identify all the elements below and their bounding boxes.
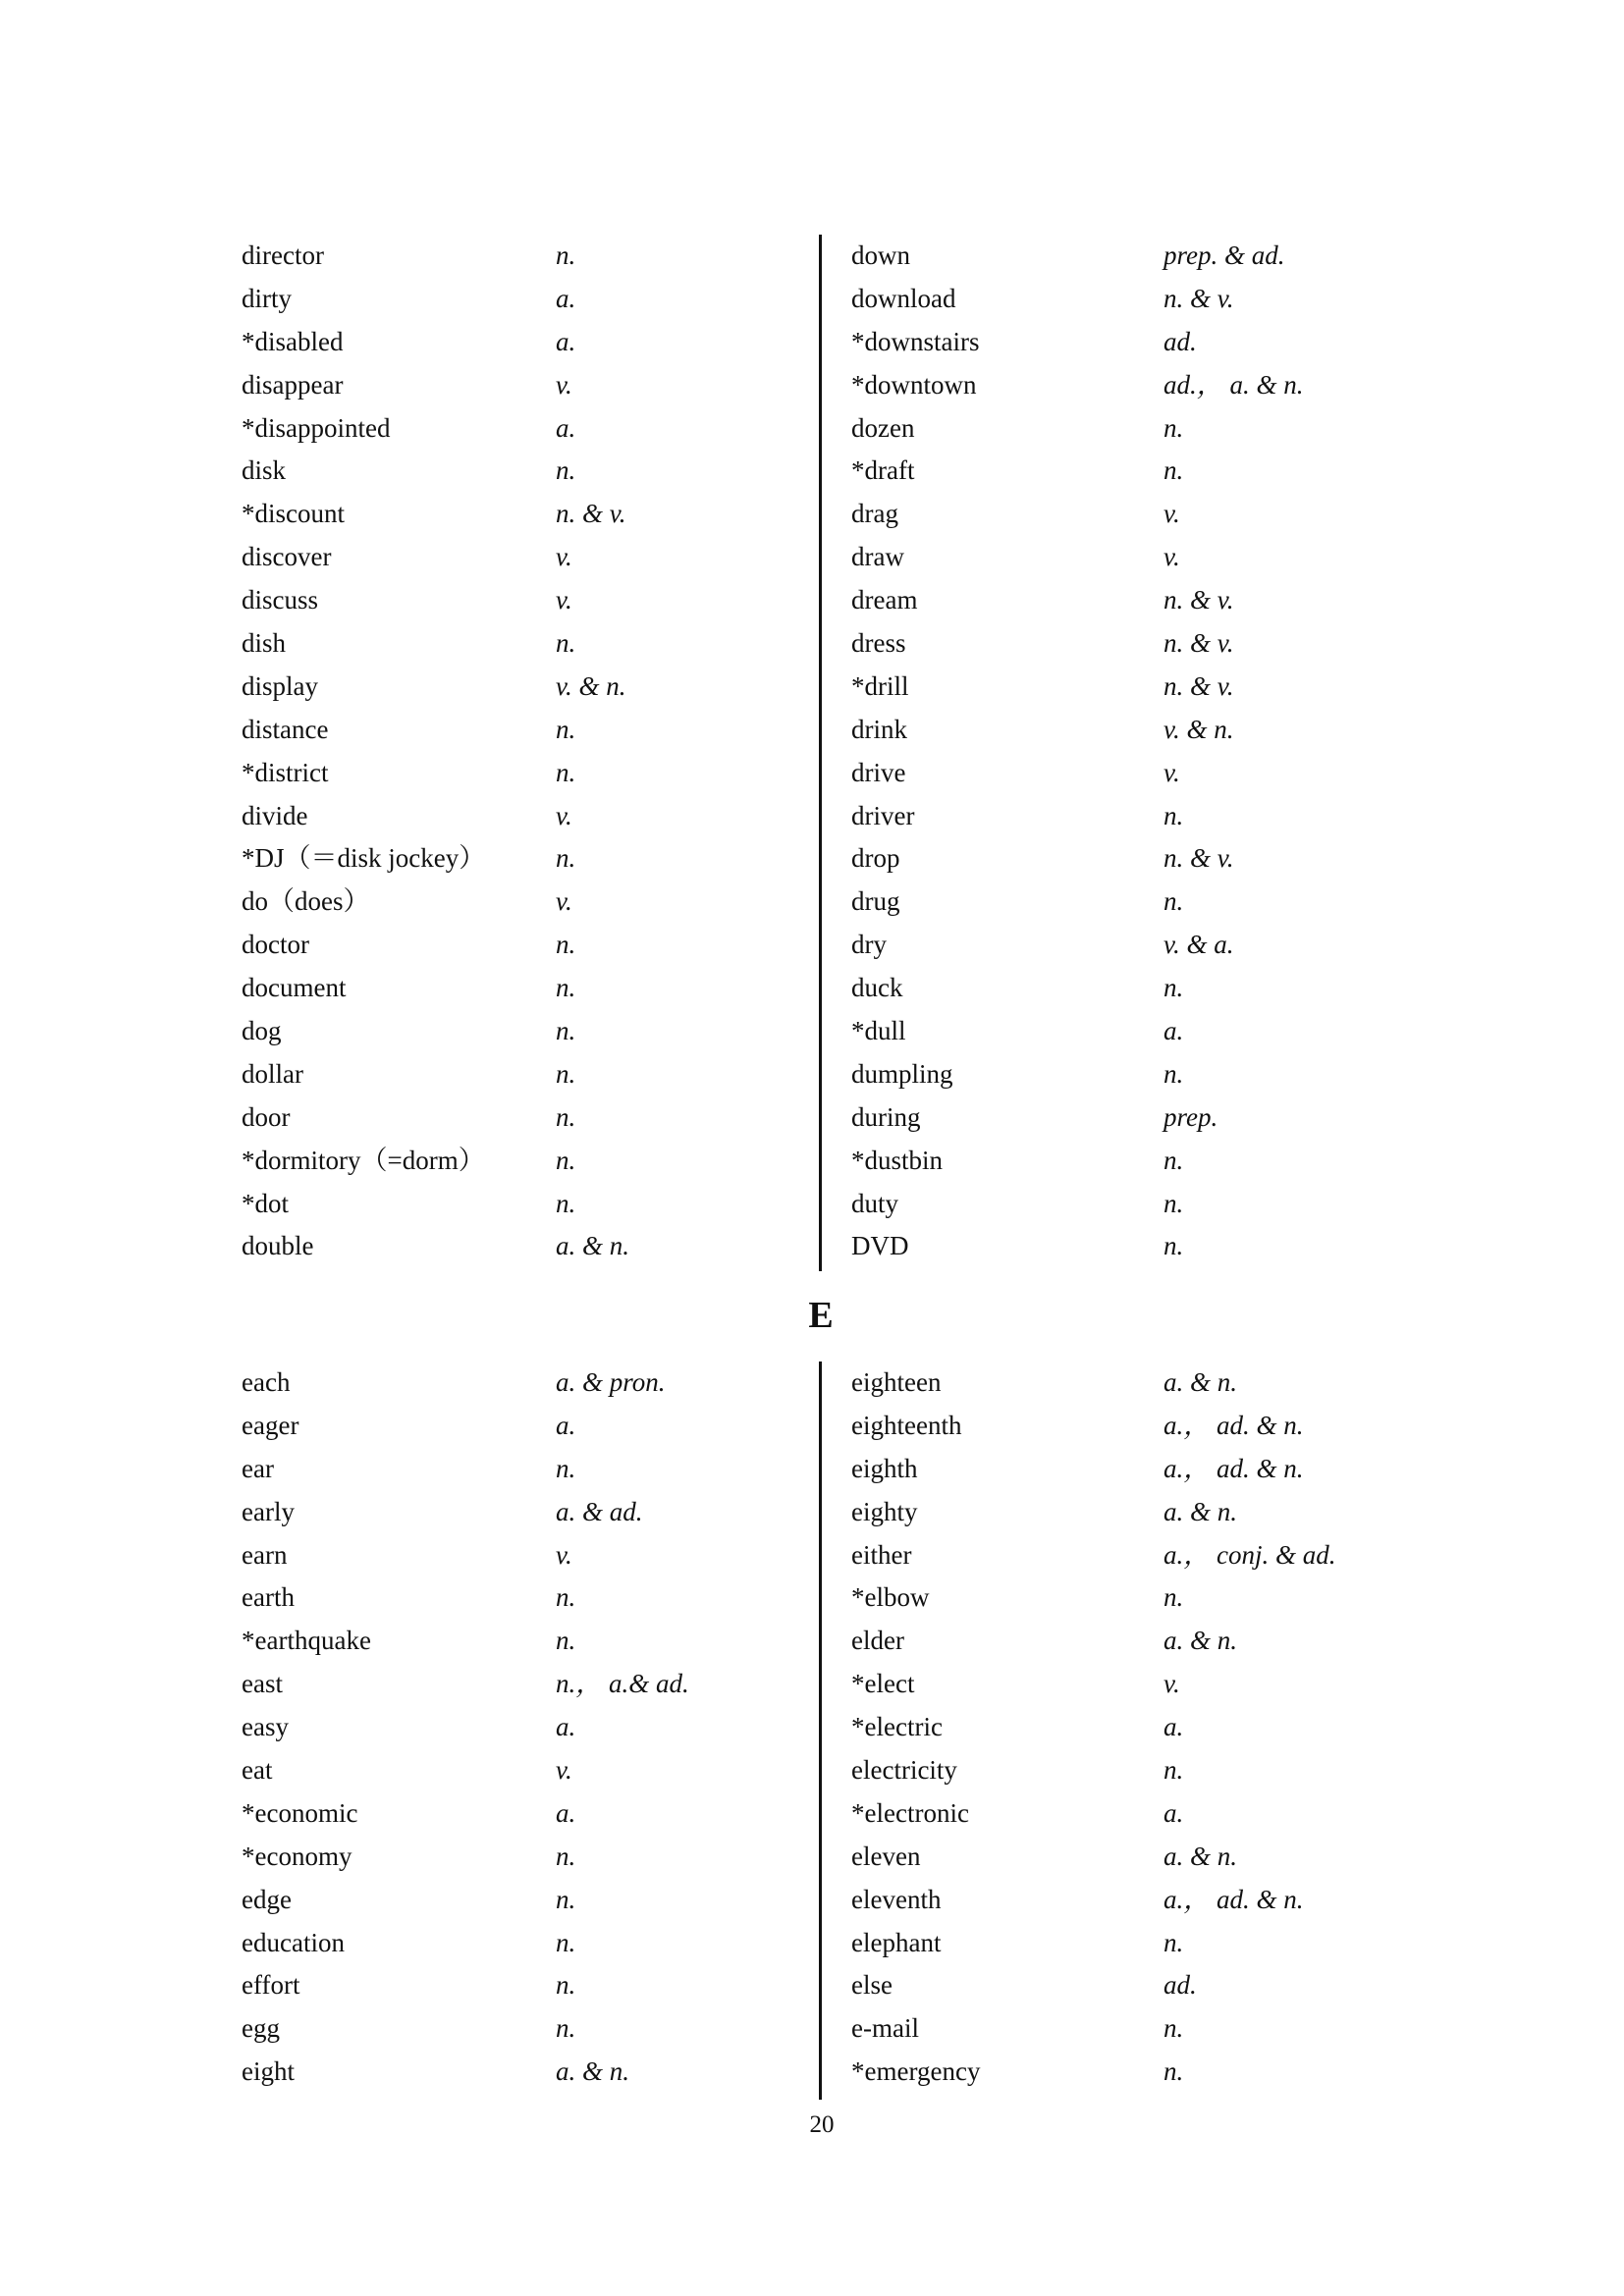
vocab-entry (851, 278, 1401, 321)
entry-part-of-speech: n. (556, 1145, 576, 1175)
entry-part-of-speech: n. (1164, 2056, 1184, 2087)
entry-part-of-speech: v. (1164, 499, 1180, 529)
entry-word: dream (851, 585, 918, 615)
entry-word: *economic (242, 1797, 358, 1828)
entry-word: *downstairs (851, 326, 980, 356)
entry-part-of-speech: n. (556, 973, 576, 1003)
entry-part-of-speech: a. & n. (1164, 1496, 1238, 1526)
entry-part-of-speech: a. (1164, 1712, 1184, 1742)
entry-part-of-speech: n. (556, 1841, 576, 1871)
entry-word: earn (242, 1539, 288, 1570)
entry-part-of-speech: v. (556, 1539, 572, 1570)
vocab-entry (851, 579, 1401, 622)
entry-word: effort (242, 1970, 300, 2001)
entry-word: else (851, 1970, 893, 2001)
entry-part-of-speech: a. & n. (1164, 1841, 1238, 1871)
entry-word: *elbow (851, 1582, 930, 1613)
entry-part-of-speech: ad. (1164, 1970, 1197, 2001)
vocab-entry (851, 1792, 1401, 1836)
vocab-entry (851, 536, 1401, 579)
entry-word: disk (242, 455, 287, 486)
vocab-entry (851, 1836, 1401, 1879)
vocab-entry (851, 795, 1401, 838)
entry-part-of-speech: n.， a.& ad. (556, 1669, 689, 1699)
column-divider (819, 1362, 822, 2100)
entry-word: early (242, 1496, 295, 1526)
entry-part-of-speech: a. (1164, 1797, 1184, 1828)
vocab-entry (242, 752, 791, 795)
vocab-entry (851, 924, 1401, 967)
entry-word: *downtown (851, 369, 977, 400)
entry-part-of-speech: n. (556, 628, 576, 659)
vocab-entry (242, 1836, 791, 1879)
vocab-entry (851, 1225, 1401, 1268)
vocab-entry (242, 1491, 791, 1534)
entry-word: eighteen (851, 1367, 942, 1397)
entry-part-of-speech: n. (1164, 1231, 1184, 1261)
page-number: 20 (809, 2111, 835, 2138)
entry-word: DVD (851, 1231, 909, 1261)
entry-part-of-speech: n. (1164, 1755, 1184, 1786)
entry-part-of-speech: n. (1164, 455, 1184, 486)
vocab-entry (242, 1706, 791, 1749)
entry-word: download (851, 283, 956, 313)
entry-part-of-speech: n. (1164, 412, 1184, 443)
entry-part-of-speech: v. & n. (1164, 714, 1234, 744)
vocab-entry (851, 1140, 1401, 1183)
entry-word: *emergency (851, 2056, 981, 2087)
entry-word: dish (242, 628, 287, 659)
entry-word: eat (242, 1755, 273, 1786)
entry-word: doctor (242, 930, 309, 960)
entry-word: *dustbin (851, 1145, 944, 1175)
vocab-entry (242, 1620, 791, 1663)
entry-word: *electronic (851, 1797, 969, 1828)
entry-part-of-speech: v. (556, 585, 572, 615)
entry-part-of-speech: v. (1164, 1669, 1180, 1699)
vocab-entry (242, 1448, 791, 1491)
entry-part-of-speech: n. (556, 240, 576, 270)
vocab-entry (851, 1879, 1401, 1922)
entry-word: edge (242, 1884, 292, 1914)
entry-word: eager (242, 1410, 299, 1440)
vocab-entry (242, 1362, 791, 1405)
section-e-entries (0, 1362, 1624, 2108)
entry-word: elephant (851, 1927, 942, 1957)
vocab-entry (242, 579, 791, 622)
entry-word: drive (851, 757, 906, 787)
vocab-entry (851, 407, 1401, 451)
entry-part-of-speech: n. (556, 1626, 576, 1656)
section-d-entries (0, 235, 1624, 1275)
entry-word: *disabled (242, 326, 344, 356)
entry-part-of-speech: v. & n. (556, 670, 626, 701)
vocab-entry (242, 924, 791, 967)
vocab-entry (242, 1096, 791, 1140)
entry-word: duck (851, 973, 903, 1003)
entry-word: east (242, 1669, 283, 1699)
vocab-entry (851, 1576, 1401, 1620)
entry-part-of-speech: n. (556, 1058, 576, 1089)
right-column (851, 1362, 1401, 2094)
vocab-entry (242, 1792, 791, 1836)
entry-word: easy (242, 1712, 289, 1742)
vocab-entry (242, 1225, 791, 1268)
entry-part-of-speech: n. (556, 757, 576, 787)
entry-word: *DJ（＝disk jockey） (242, 843, 486, 874)
entry-part-of-speech: n. & v. (1164, 585, 1234, 615)
entry-part-of-speech: n. (556, 1453, 576, 1483)
entry-word: drag (851, 499, 898, 529)
vocab-entry (851, 1405, 1401, 1448)
entry-part-of-speech: n. & v. (1164, 283, 1234, 313)
entry-part-of-speech: a. (1164, 1016, 1184, 1046)
entry-part-of-speech: a. & n. (1164, 1626, 1238, 1656)
entry-part-of-speech: n. & v. (1164, 628, 1234, 659)
vocab-entry (242, 709, 791, 752)
entry-part-of-speech: n. (556, 2013, 576, 2044)
entry-part-of-speech: n. (1164, 800, 1184, 830)
vocab-entry (242, 321, 791, 364)
vocab-entry (851, 1096, 1401, 1140)
vocab-entry (242, 1576, 791, 1620)
vocab-entry (851, 622, 1401, 666)
entry-word: earth (242, 1582, 295, 1613)
vocab-entry (242, 1183, 791, 1226)
entry-part-of-speech: v. (556, 542, 572, 572)
entry-word: director (242, 240, 324, 270)
vocab-entry (851, 1183, 1401, 1226)
entry-part-of-speech: n. (1164, 1058, 1184, 1089)
entry-part-of-speech: prep. (1164, 1101, 1218, 1132)
vocab-entry (851, 967, 1401, 1010)
entry-part-of-speech: n. (556, 455, 576, 486)
entry-word: down (851, 240, 910, 270)
vocab-entry (851, 1663, 1401, 1706)
vocab-entry (851, 1448, 1401, 1491)
vocab-entry (242, 2007, 791, 2051)
vocab-entry (851, 1010, 1401, 1053)
vocab-entry (242, 967, 791, 1010)
vocab-entry (242, 1010, 791, 1053)
entry-word: drink (851, 714, 907, 744)
vocab-entry (242, 364, 791, 407)
entry-word: eighth (851, 1453, 918, 1483)
vocab-entry (242, 1879, 791, 1922)
entry-word: during (851, 1101, 921, 1132)
entry-word: *drill (851, 670, 909, 701)
vocab-entry (242, 1405, 791, 1448)
entry-part-of-speech: a. & n. (556, 2056, 630, 2087)
vocab-entry (851, 1922, 1401, 1965)
entry-part-of-speech: n. (556, 714, 576, 744)
entry-word: document (242, 973, 347, 1003)
vocab-entry (242, 1140, 791, 1183)
entry-part-of-speech: n. (556, 1188, 576, 1218)
entry-part-of-speech: v. (556, 369, 572, 400)
entry-part-of-speech: a. & pron. (556, 1367, 666, 1397)
vocab-entry (242, 622, 791, 666)
entry-word: *discount (242, 499, 345, 529)
entry-word: draw (851, 542, 904, 572)
vocab-entry (242, 1534, 791, 1577)
vocab-entry (851, 837, 1401, 881)
vocab-entry (242, 666, 791, 709)
entry-part-of-speech: n. (1164, 1927, 1184, 1957)
vocab-entry (242, 1749, 791, 1792)
entry-word: discuss (242, 585, 319, 615)
entry-part-of-speech: n. (1164, 1582, 1184, 1613)
entry-part-of-speech: n. (556, 1884, 576, 1914)
vocab-entry (851, 752, 1401, 795)
vocab-entry (851, 1749, 1401, 1792)
entry-word: elder (851, 1626, 904, 1656)
entry-word: egg (242, 2013, 280, 2044)
entry-word: display (242, 670, 318, 701)
entry-part-of-speech: a.， conj. & ad. (1164, 1539, 1336, 1570)
entry-word: *earthquake (242, 1626, 371, 1656)
vocab-entry (851, 364, 1401, 407)
vocab-entry (242, 536, 791, 579)
entry-part-of-speech: n. (1164, 1188, 1184, 1218)
entry-part-of-speech: n. (1164, 1145, 1184, 1175)
vocab-entry (242, 795, 791, 838)
entry-part-of-speech: a. & n. (1164, 1367, 1238, 1397)
column-divider (819, 235, 822, 1271)
letter-heading-e: E (808, 1295, 834, 1336)
vocab-entry (851, 1053, 1401, 1096)
vocab-entry (242, 407, 791, 451)
entry-part-of-speech: n. (556, 843, 576, 874)
entry-word: dog (242, 1016, 282, 1046)
entry-word: *dot (242, 1188, 290, 1218)
entry-part-of-speech: a. (556, 1712, 576, 1742)
entry-part-of-speech: n. & v. (1164, 670, 1234, 701)
entry-part-of-speech: n. (1164, 973, 1184, 1003)
entry-word: eighty (851, 1496, 918, 1526)
entry-word: ear (242, 1453, 274, 1483)
vocab-entry (851, 2051, 1401, 2094)
entry-word: *economy (242, 1841, 352, 1871)
vocab-entry (242, 1663, 791, 1706)
entry-part-of-speech: a. (556, 283, 576, 313)
entry-part-of-speech: n. (556, 1970, 576, 2001)
entry-word: double (242, 1231, 314, 1261)
entry-part-of-speech: v. (1164, 542, 1180, 572)
entry-part-of-speech: prep. & ad. (1164, 240, 1285, 270)
entry-word: dirty (242, 283, 292, 313)
entry-word: dress (851, 628, 906, 659)
entry-word: *disappointed (242, 412, 391, 443)
entry-part-of-speech: n. (556, 1582, 576, 1613)
entry-word: *electric (851, 1712, 943, 1742)
entry-part-of-speech: n. (556, 1927, 576, 1957)
entry-part-of-speech: a. (556, 326, 576, 356)
entry-word: *dormitory（=dorm） (242, 1145, 485, 1175)
vocab-entry (851, 2007, 1401, 2051)
vocab-entry (851, 1362, 1401, 1405)
vocab-entry (851, 1620, 1401, 1663)
entry-part-of-speech: a. & n. (556, 1231, 630, 1261)
entry-part-of-speech: a. (556, 412, 576, 443)
entry-part-of-speech: a.， ad. & n. (1164, 1453, 1304, 1483)
entry-word: e-mail (851, 2013, 919, 2044)
entry-word: electricity (851, 1755, 957, 1786)
entry-word: do（does） (242, 886, 370, 917)
vocab-entry (242, 1053, 791, 1096)
entry-word: divide (242, 800, 308, 830)
vocab-entry (851, 1706, 1401, 1749)
entry-part-of-speech: ad. (1164, 326, 1197, 356)
entry-word: *district (242, 757, 329, 787)
entry-part-of-speech: a.， ad. & n. (1164, 1410, 1304, 1440)
vocab-entry (242, 881, 791, 924)
entry-part-of-speech: n. (556, 1101, 576, 1132)
entry-part-of-speech: v. (1164, 757, 1180, 787)
entry-word: dry (851, 930, 887, 960)
entry-word: door (242, 1101, 291, 1132)
entry-word: drop (851, 843, 900, 874)
right-column (851, 235, 1401, 1268)
entry-part-of-speech: ad.， a. & n. (1164, 369, 1304, 400)
entry-part-of-speech: n. & v. (1164, 843, 1234, 874)
entry-part-of-speech: n. (1164, 2013, 1184, 2044)
entry-word: dollar (242, 1058, 303, 1089)
entry-part-of-speech: n. (556, 930, 576, 960)
entry-word: discover (242, 542, 332, 572)
entry-part-of-speech: v. (556, 1755, 572, 1786)
left-column (242, 1362, 791, 2094)
entry-part-of-speech: a. & ad. (556, 1496, 643, 1526)
entry-part-of-speech: v. (556, 800, 572, 830)
entry-part-of-speech: n. & v. (556, 499, 626, 529)
entry-part-of-speech: n. (1164, 886, 1184, 917)
entry-word: eleventh (851, 1884, 942, 1914)
entry-word: distance (242, 714, 329, 744)
vocab-entry (242, 278, 791, 321)
entry-part-of-speech: a.， ad. & n. (1164, 1884, 1304, 1914)
vocab-entry (851, 493, 1401, 536)
vocab-entry (851, 1964, 1401, 2007)
entry-word: either (851, 1539, 912, 1570)
vocab-entry (242, 493, 791, 536)
entry-word: *elect (851, 1669, 915, 1699)
vocab-entry (242, 837, 791, 881)
entry-word: *dull (851, 1016, 906, 1046)
entry-word: duty (851, 1188, 899, 1218)
vocab-entry (242, 450, 791, 493)
vocab-entry (242, 2051, 791, 2094)
vocab-entry (851, 321, 1401, 364)
vocab-entry (851, 709, 1401, 752)
entry-word: eight (242, 2056, 295, 2087)
entry-word: *draft (851, 455, 915, 486)
entry-part-of-speech: a. (556, 1797, 576, 1828)
entry-word: dozen (851, 412, 915, 443)
vocab-entry (851, 450, 1401, 493)
entry-word: each (242, 1367, 291, 1397)
entry-word: dumpling (851, 1058, 953, 1089)
vocab-entry (851, 1534, 1401, 1577)
entry-word: eighteenth (851, 1410, 962, 1440)
vocab-entry (851, 235, 1401, 278)
entry-part-of-speech: v. (556, 886, 572, 917)
entry-word: disappear (242, 369, 344, 400)
entry-word: drug (851, 886, 900, 917)
vocab-entry (851, 881, 1401, 924)
vocab-entry (851, 1491, 1401, 1534)
vocab-entry (851, 666, 1401, 709)
entry-word: education (242, 1927, 345, 1957)
entry-word: driver (851, 800, 915, 830)
entry-part-of-speech: a. (556, 1410, 576, 1440)
vocab-entry (242, 235, 791, 278)
entry-part-of-speech: n. (556, 1016, 576, 1046)
vocab-entry (242, 1922, 791, 1965)
entry-word: eleven (851, 1841, 921, 1871)
vocab-entry (242, 1964, 791, 2007)
entry-part-of-speech: v. & a. (1164, 930, 1234, 960)
left-column (242, 235, 791, 1268)
